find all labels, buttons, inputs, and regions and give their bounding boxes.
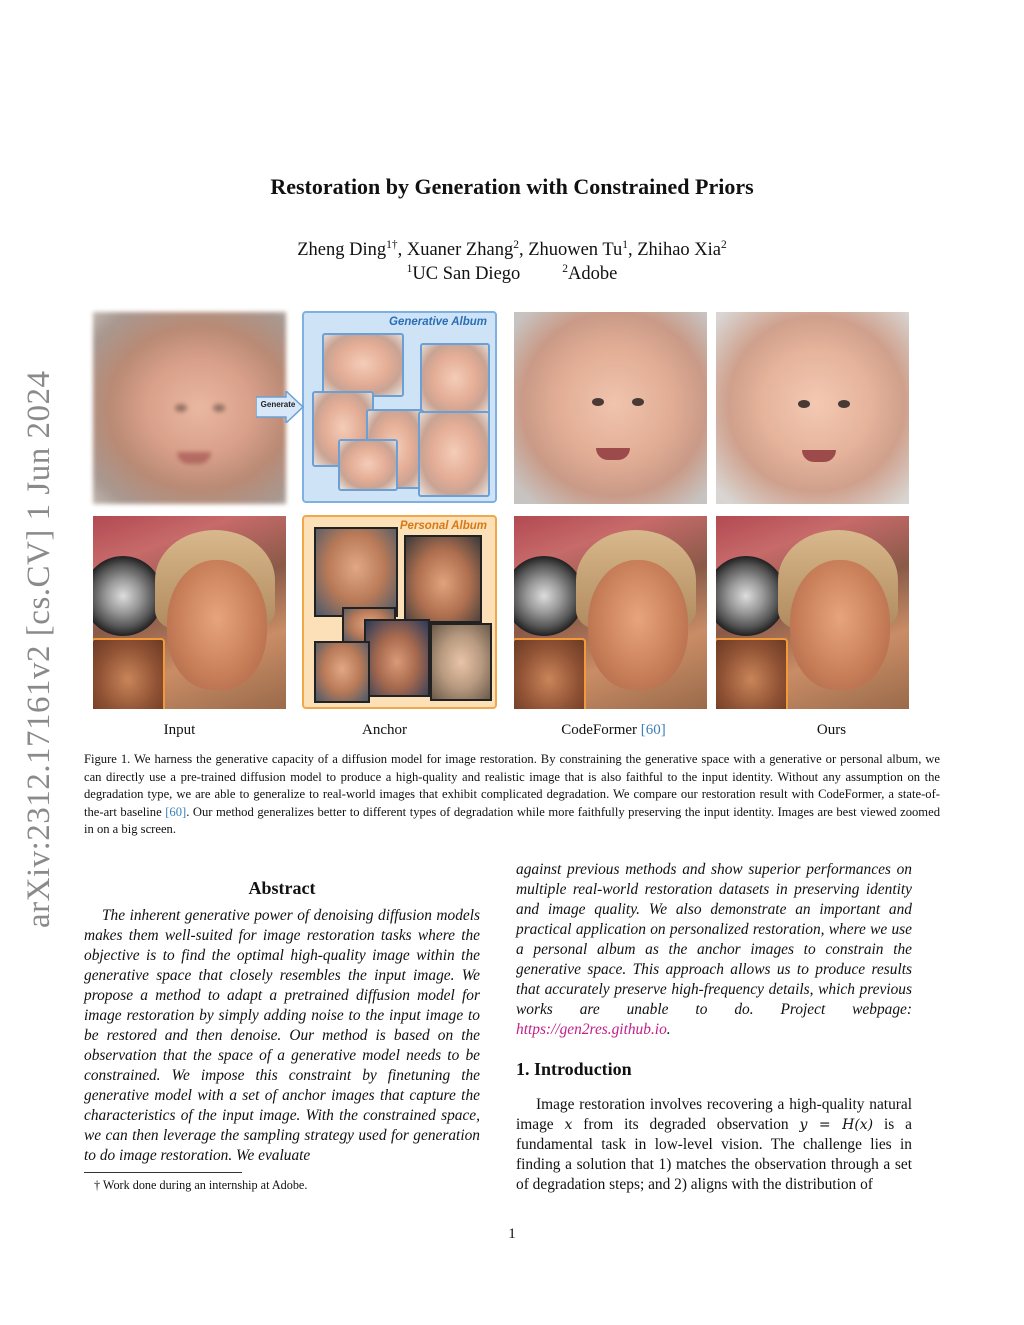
- codeformer-woman-image: [514, 516, 707, 709]
- author-sup: 2: [513, 238, 519, 251]
- label-ours: Ours: [816, 722, 847, 738]
- album-thumbnail: [430, 623, 492, 701]
- affil-sup: 1: [406, 262, 413, 275]
- author-name: Zhihao Xia: [637, 240, 721, 260]
- album-thumbnail: [404, 535, 482, 623]
- arxiv-side-stamp: arXiv:2312.17161v2 [cs.CV] 1 Jun 2024: [21, 370, 57, 928]
- baby-eye: [592, 398, 604, 406]
- car-wheel: [716, 556, 786, 636]
- author-list: Zheng Ding$^{1\dagger}$, Xuaner Zhang$^2$, Zhuowen Tu$^1$, Zhihao Xia$^2$: [297, 238, 727, 260]
- citation-link[interactable]: [60]: [640, 722, 666, 738]
- intro-text: from its degraded observation: [572, 1116, 800, 1133]
- intro-text: Image restoration involves recovering a high-quality natural image: [516, 1096, 912, 1133]
- generative-album: [302, 311, 497, 503]
- project-webpage-link[interactable]: https://gen2res.github.io: [516, 1021, 667, 1038]
- woman-face: [167, 560, 267, 690]
- ours-baby-image: [716, 312, 909, 504]
- baby-mouth: [596, 448, 630, 460]
- baby-mouth: [177, 452, 211, 464]
- math-x: x: [564, 1117, 573, 1133]
- zoom-inset: [93, 638, 165, 709]
- baby-mouth: [802, 450, 836, 462]
- author-name: Xuaner Zhang: [406, 240, 514, 260]
- baby-eye: [798, 400, 810, 408]
- album-thumbnail: [314, 527, 398, 617]
- generative-album-label: Generative Album: [389, 316, 487, 328]
- album-thumbnail: [364, 619, 430, 697]
- affil-name: UC San Diego: [412, 264, 521, 284]
- author-name: Zhuowen Tu: [528, 240, 623, 260]
- personal-album-label: Personal Album: [399, 520, 487, 532]
- ours-woman-image: [716, 516, 909, 709]
- author-sup: 2: [721, 238, 727, 251]
- baby-eye: [838, 400, 850, 408]
- abstract-continuation-text: against previous methods and show superior performances on multiple real-world restoration datasets in preserving identity and image quality. We also demonstrate an important and practical application on personalized restoration, where we use a personal album as the anchor images to constrain the generative space. This approach allows us to produce results that accurately preserve high-frequency details, which previous works are unable to do. Project webpage:: [516, 861, 912, 1018]
- album-thumbnail: [420, 343, 490, 417]
- author-name: Zheng Ding: [297, 240, 387, 260]
- input-woman-image: [93, 516, 286, 709]
- period: .: [666, 1021, 671, 1038]
- abstract-continuation: [516, 860, 912, 1040]
- introduction-heading: 1. Introduction: [516, 1059, 632, 1079]
- affil-sup: 2: [562, 262, 569, 275]
- author-sup: 1: [622, 238, 628, 251]
- footnote: † Work done during an internship at Adobe.: [94, 1178, 308, 1192]
- paper-title: Restoration by Generation with Constrained Priors: [270, 174, 754, 199]
- personal-album: [302, 515, 497, 709]
- zoom-inset: [514, 638, 586, 709]
- woman-face: [588, 560, 688, 690]
- caption-text: Figure 1. We harness the generative capacity of a diffusion model for image restoration. By constraining the generative space with a generative or personal album, we can directly use a pre-trained diffusion model to produce a high-quality and realistic image that is also faithful to the input identity. Without any assumption on the degradation type, we are able to generalize to real-world images that exhibit complicated degradation. We compare our restoration result with CodeFormer, a state-of-the-art baseline: [84, 752, 940, 819]
- citation-link[interactable]: [60]: [165, 804, 187, 819]
- affil-name: Adobe: [568, 264, 618, 284]
- codeformer-baby-image: [514, 312, 707, 504]
- author-sup: 1†: [386, 238, 398, 251]
- codeformer-text: CodeFormer: [561, 722, 638, 738]
- album-thumbnail: [314, 641, 370, 703]
- generate-label: Generate: [260, 400, 296, 409]
- car-wheel: [93, 556, 163, 636]
- abstract-body: [84, 906, 480, 1166]
- introduction-body: [516, 1095, 912, 1195]
- page-number: 1: [508, 1226, 516, 1242]
- intro-text: is a fundamental task in low-level vision. The challenge lies in finding a solution that 1) matches the observation through a set of degradation steps; and 2) aligns with the distribution of: [516, 1116, 913, 1193]
- baby-eye: [175, 404, 187, 412]
- car-wheel: [514, 556, 584, 636]
- album-thumbnail: [322, 333, 404, 397]
- woman-face: [790, 560, 890, 690]
- album-thumbnail: [338, 439, 398, 491]
- math-observation: y = H(x): [799, 1117, 874, 1133]
- album-thumbnail: [418, 411, 490, 497]
- baby-eye: [632, 398, 644, 406]
- caption-text: . Our method generalizes better to different types of degradation while more faithfully preserving the input identity. Images are best viewed zoomed in on a big screen.: [84, 804, 940, 837]
- label-codeformer: [516, 722, 711, 739]
- label-input: Input: [163, 722, 196, 738]
- figure-caption: [84, 751, 940, 839]
- footnote-rule: [84, 1172, 242, 1173]
- label-anchor: Anchor: [362, 722, 407, 738]
- abstract-heading: Abstract: [248, 878, 316, 898]
- abstract-paragraph: The inherent generative power of denoising diffusion models makes them well-suited for image restoration tasks where the objective is to find the optimal high-quality image within the generative space that closely resembles the input image. We propose a method to adapt a pretrained diffusion model for image restoration by simply adding noise to the input image to be restored and then denoise. Our method is based on the observation that the space of a generative model needs to be constrained. We impose this constraint by finetuning the generative model with a set of anchor images that capture the characteristics of the input image. With the constrained space, we can then leverage the sampling strategy used for generation to do image restoration. We evaluate: [84, 907, 480, 1164]
- affiliation-list: [0, 264, 1024, 285]
- baby-eye: [213, 404, 225, 412]
- zoom-inset: [716, 638, 788, 709]
